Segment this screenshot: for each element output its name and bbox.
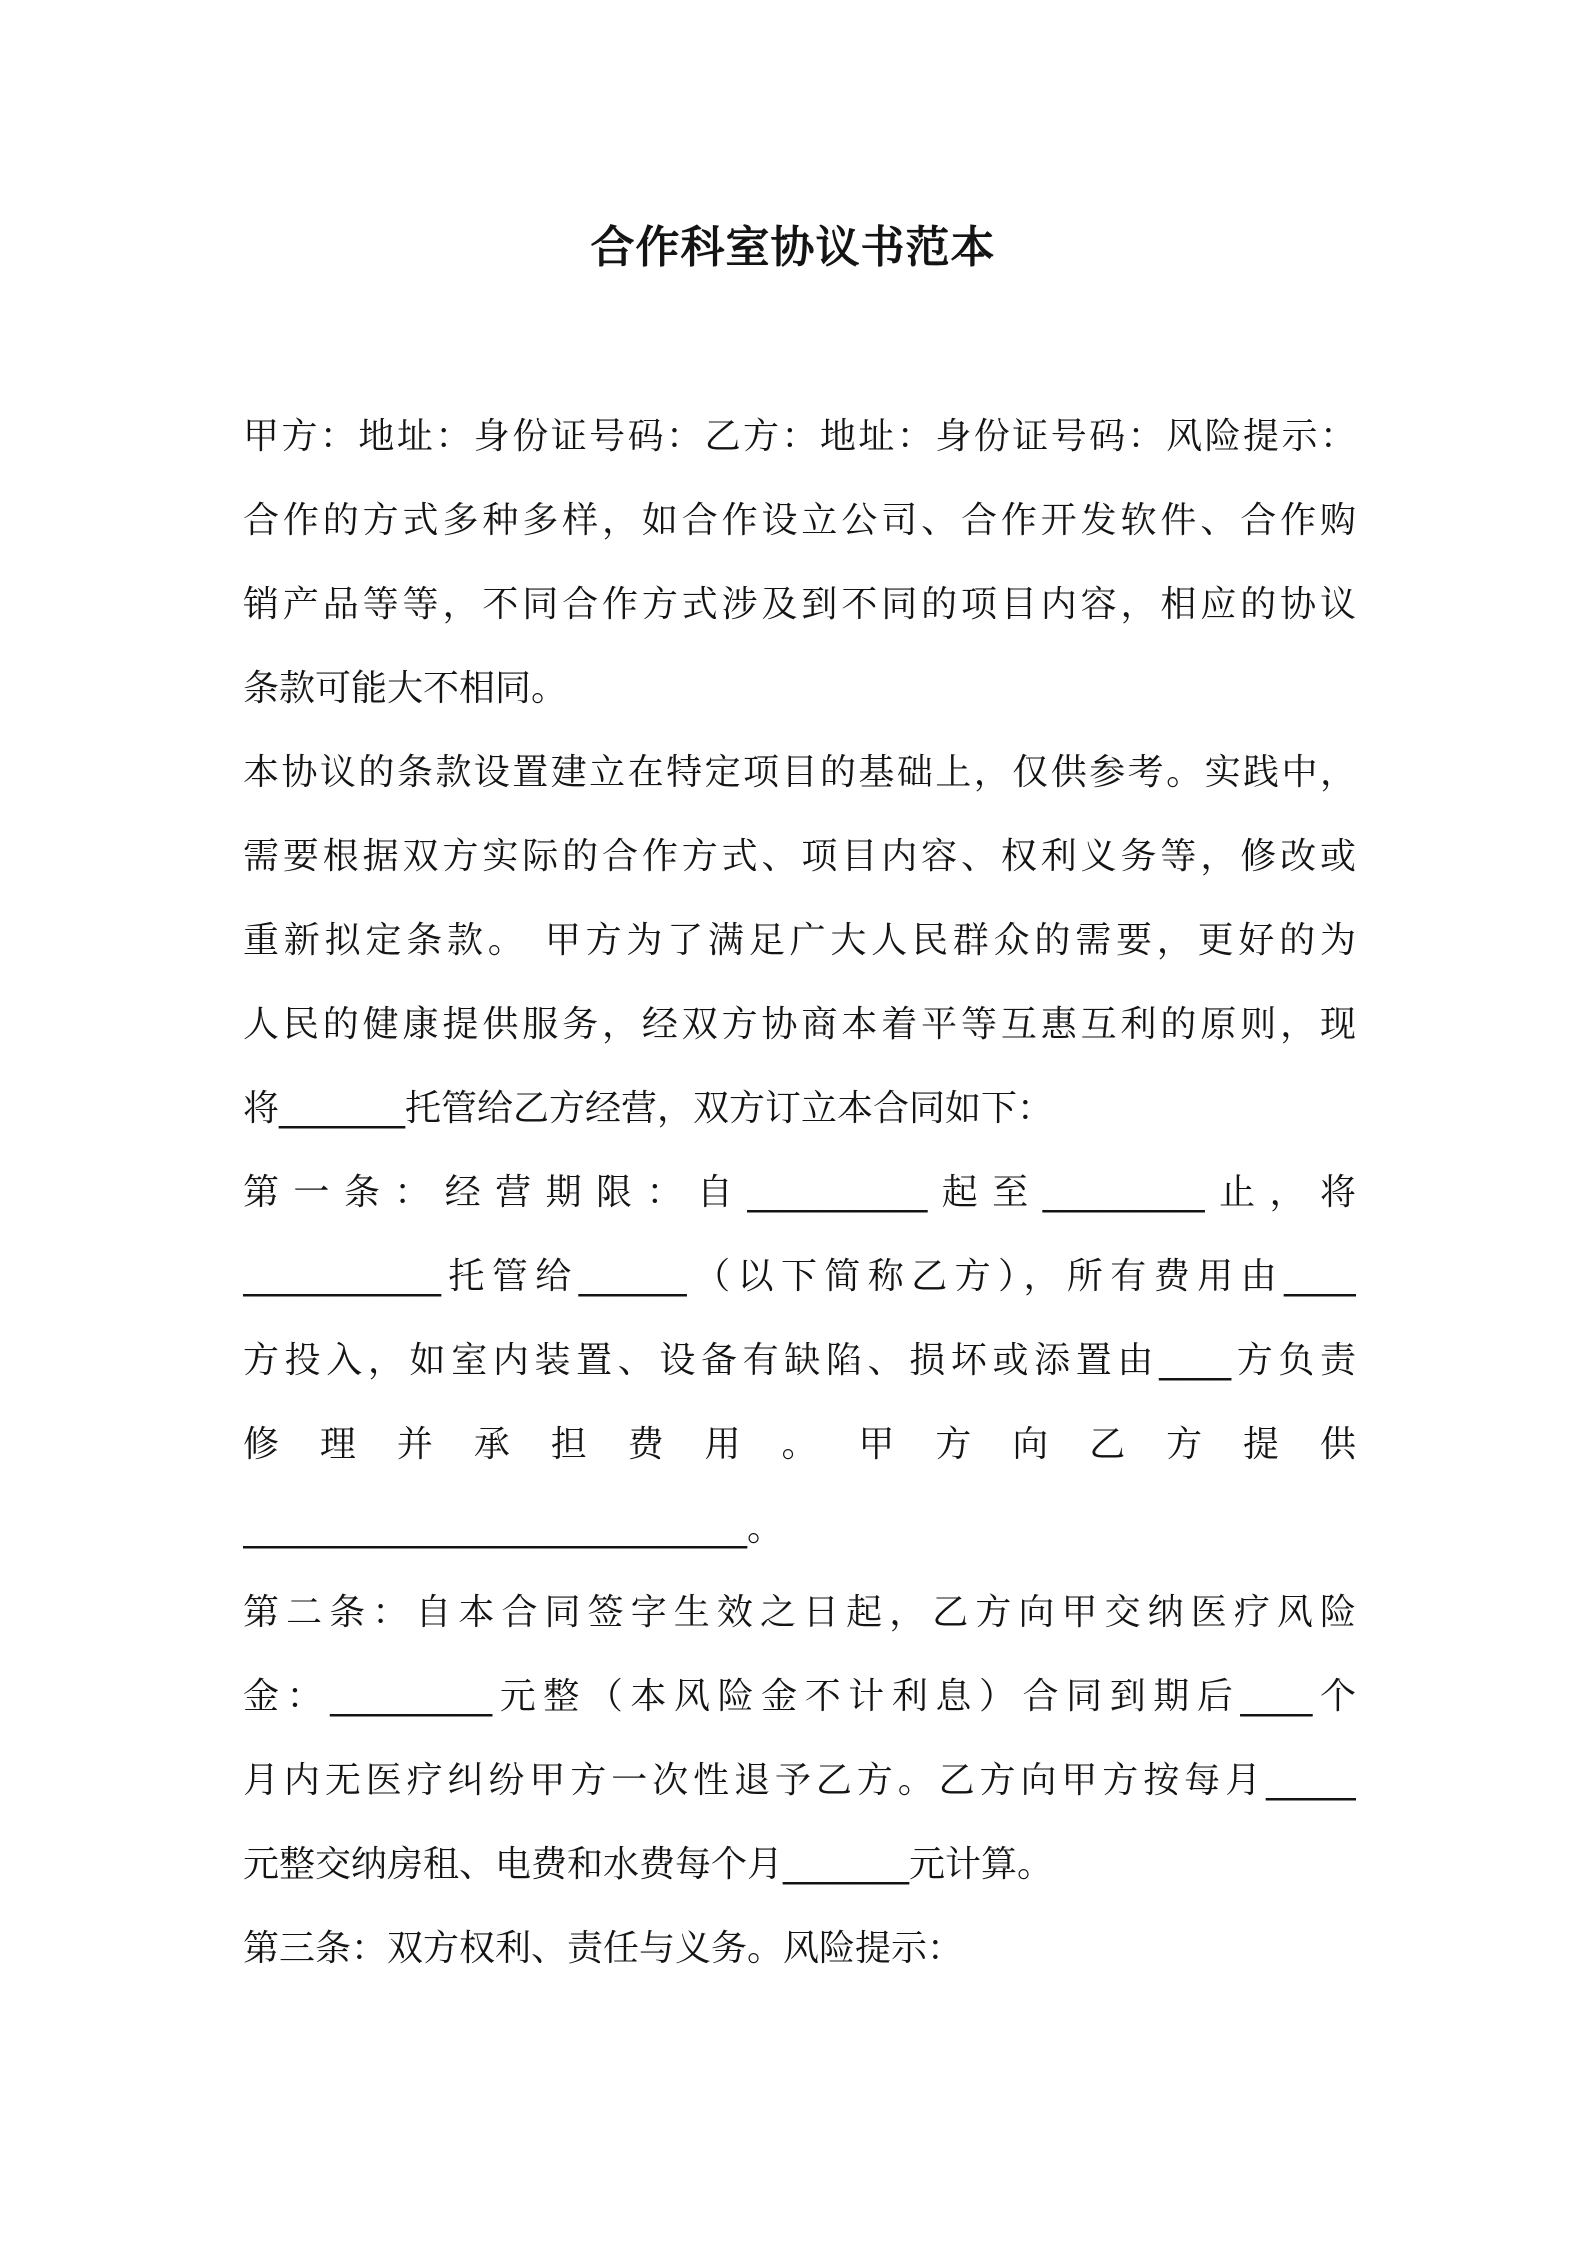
document-title: 合作科室协议书范本	[590, 222, 996, 273]
body-line: 第三条：双方权利、责任与义务。风险提示：	[243, 1928, 964, 1969]
body-line: 条款可能大不相同。	[243, 668, 568, 709]
body-line: 甲方：地址：身份证号码：乙方：地址：身份证号码：风险提示：	[243, 416, 1356, 457]
body-line: 修理并承担费用。甲方向乙方提供	[243, 1424, 1356, 1465]
body-line: 第一条：经营期限：自__________起至_________止，将	[243, 1172, 1356, 1213]
body-line: 本协议的条款设置建立在特定项目的基础上，仅供参考。实践中，	[243, 752, 1356, 793]
body-line: 需要根据双方实际的合作方式、项目内容、权利义务等，修改或	[243, 836, 1356, 877]
body-line: 合作的方式多种多样，如合作设立公司、合作开发软件、合作购	[243, 500, 1356, 541]
paragraph-article-1	[243, 1151, 1356, 1571]
document-body	[243, 395, 1356, 1991]
body-line: 月内无医疗纠纷甲方一次性退予乙方。乙方向甲方按每月_____	[243, 1760, 1356, 1801]
body-line: 方投入，如室内装置、设备有缺陷、损坏或添置由____方负责	[243, 1340, 1356, 1381]
body-line: 元整交纳房租、电费和水费每个月_______元计算。	[243, 1844, 1054, 1885]
paragraph-preamble	[243, 731, 1356, 1151]
paragraph-article-2	[243, 1571, 1356, 1907]
paragraph-parties-intro	[243, 395, 1356, 731]
body-line: 第二条：自本合同签字生效之日起，乙方向甲交纳医疗风险	[243, 1592, 1356, 1633]
body-line: ___________托管给______（以下简称乙方），所有费用由____	[243, 1256, 1356, 1297]
paragraph-article-3	[243, 1907, 1356, 1991]
body-line: 重新拟定条款。 甲方为了满足广大人民群众的需要，更好的为	[243, 920, 1356, 961]
body-line: 销产品等等，不同合作方式涉及到不同的项目内容，相应的协议	[243, 584, 1356, 625]
body-line: 人民的健康提供服务，经双方协商本着平等互惠互利的原则，现	[243, 1004, 1356, 1045]
body-line: 金：_________元整（本风险金不计利息）合同到期后____个	[243, 1676, 1356, 1717]
body-line: ____________________________。	[243, 1508, 783, 1549]
body-line: 将_______托管给乙方经营，双方订立本合同如下：	[243, 1088, 1054, 1129]
